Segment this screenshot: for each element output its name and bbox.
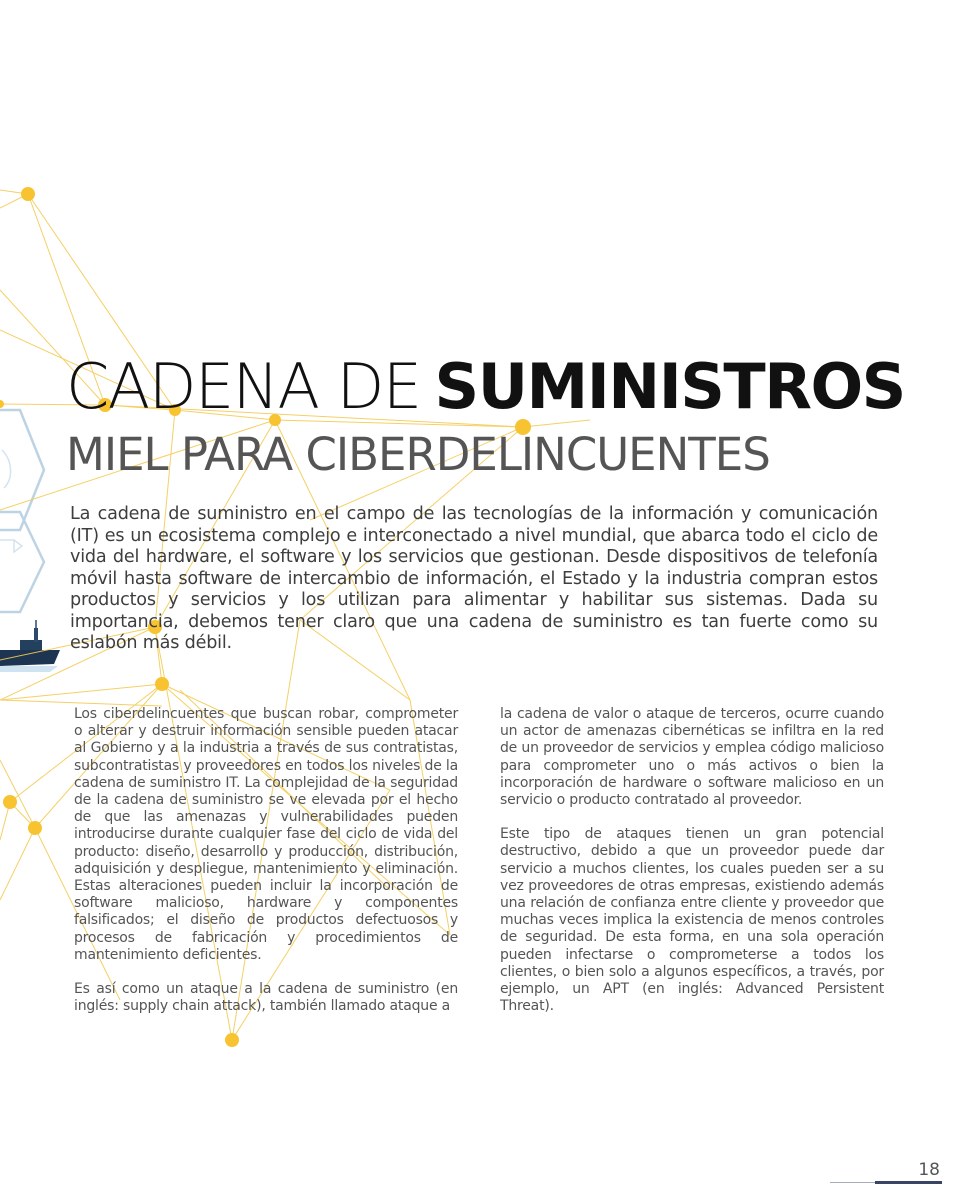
left-paragraph-1: Los ciberdelincuentes que buscan robar, comprometer o alterar y destruir información sensible pueden atacar al Gobierno y a la industria a través de sus contratistas, subcontratistas y proveedores en todos los niveles de la cadena de suministro IT. La complejidad de la seguridad de la cadena de suministro se ve elevada por el hecho de que las amenazas y vulnerabilidades pueden introducirse durante cualquier fase del ciclo de vida del producto: diseño, desarrollo y producción, distribución, adquisición y despliegue, mantenimiento y eliminación. Estas alteraciones pueden incluir la incorporación de software malicioso, hardware y componentes falsificados; el diseño de productos defectuosos y procesos de fabricación y procedimientos de mantenimiento deficientes.	[74, 706, 458, 963]
title-light: CADENA DE	[66, 350, 421, 423]
right-paragraph-1: la cadena de valor o ataque de terceros, ocurre cuando un actor de amenazas cibernéticas se infiltra en la red de un proveedor de servicios y emplea código malicioso para comprometer uno o más activos o bien la incorporación de hardware o software malicioso en un servicio o producto contratado al proveedor.	[500, 706, 884, 809]
page-number: 18	[918, 1160, 940, 1180]
title-bold: SUMINISTROS	[434, 350, 905, 423]
hexagon-icon	[0, 410, 44, 612]
left-paragraph-2: Es así como un ataque a la cadena de suministro (en inglés: supply chain attack), también llamado ataque a	[74, 981, 458, 1015]
footer-rule-accent	[875, 1181, 942, 1184]
page-title	[66, 350, 905, 423]
intro-paragraph: La cadena de suministro en el campo de las tecnologías de la información y comunicación (IT) es un ecosistema complejo e interconectado a nivel mundial, que abarca todo el ciclo de vida del hardware, el software y los servicios que gestionan. Desde dispositivos de telefonía móvil hasta software de intercambio de información, el Estado y la industria compran estos productos y servicios y los utilizan para alimentar y habilitar sus sistemas. Dada su importancia, debemos tener claro que una cadena de suministro es tan fuerte como su eslabón más débil.	[70, 504, 878, 653]
right-column	[500, 706, 884, 1032]
right-paragraph-2: Este tipo de ataques tienen un gran potencial destructivo, debido a que un proveedor puede dar servicio a muchos clientes, los cuales pueden ser a su vez proveedores de otras empresas, existiendo además una relación de confianza entre cliente y proveedor que muchas veces implica la existencia de menos controles de seguridad. De esta forma, en una sola operación pueden infectarse o comprometerse a todos los clientes, o bien solo a algunos específicos, a través, por ejemplo, un APT (en inglés: Advanced Persistent Threat).	[500, 826, 884, 1015]
ship-icon	[0, 620, 60, 672]
left-column	[74, 706, 458, 1032]
page-subtitle: MIEL PARA CIBERDELINCUENTES	[66, 428, 770, 481]
